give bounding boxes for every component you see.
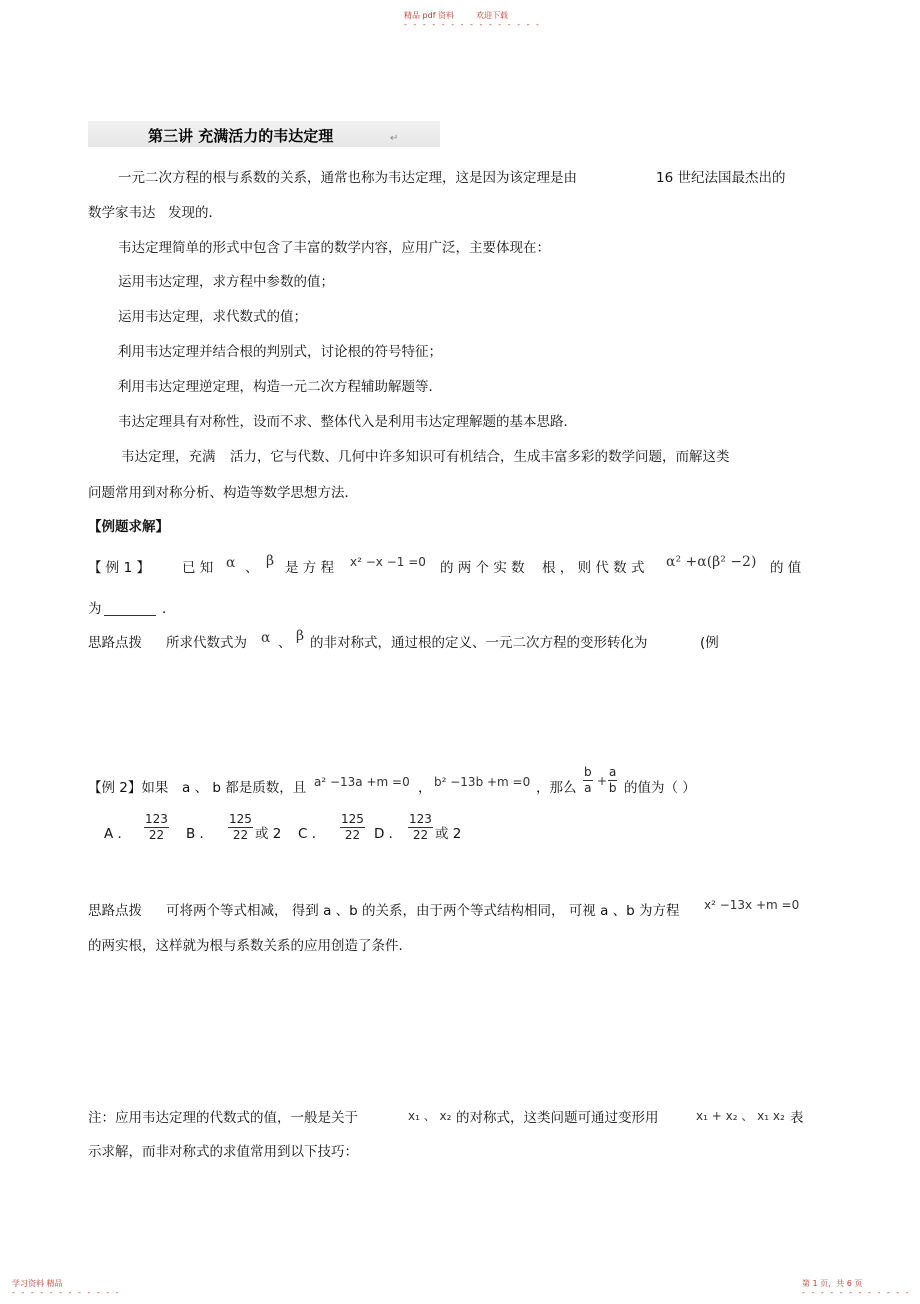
intro-p4a: 韦达定理，充满 <box>121 449 216 465</box>
intro-p1c: 数学家韦达 <box>88 205 156 221</box>
intro-p4c: 问题常用到对称分析、构造等数学思想方法． <box>88 485 358 501</box>
intro-p4b: 活力，它与代数、几何中许多知识可有机结合，生成丰富多彩的数学问题，而解这类 <box>230 449 730 465</box>
ex2-option-a-den: 22 <box>148 828 165 842</box>
ex1-hint-sep: 、 <box>278 635 292 651</box>
ex2-option-c <box>340 812 365 843</box>
ex2-frac2-num: a <box>609 765 617 779</box>
ex1-end: ． <box>162 601 176 617</box>
ex2-option-a-label: A ． <box>104 826 132 842</box>
ex2-label: 【例 2】如果 <box>88 780 169 796</box>
header-left: 精品 pdf 资料 <box>404 11 455 20</box>
note-d: 示求解，而非对称式的求值常用到以下技巧： <box>88 1144 358 1160</box>
ex2-then: ，那么 <box>536 780 577 796</box>
ex2-option-d-num: 123 <box>409 812 432 826</box>
footer-left-dots: - - - - - - - - - - - - <box>12 1288 121 1297</box>
ex2-option-a <box>144 812 169 843</box>
ex1-hint-alpha: α <box>261 630 271 646</box>
ex2-option-b-or: 或 2 <box>255 826 282 842</box>
ex1-beta: β <box>266 553 275 569</box>
ex2-hint-b: 的两实根，这样就为根与系数关系的应用创造了条件． <box>88 938 412 954</box>
ex2-comma: ， <box>418 780 432 796</box>
footer-left: 学习资料 精品 <box>12 1279 63 1288</box>
ex2-option-b-num: 125 <box>229 812 252 826</box>
page-title: 第三讲 充满活力的韦达定理 <box>148 127 334 145</box>
ex1-t2: 是 方 程 <box>285 560 335 576</box>
ex2-frac2 <box>608 765 617 796</box>
intro-p3: 韦达定理具有对称性，设而不求、整体代入是利用韦达定理解题的基本思路． <box>118 414 577 430</box>
footer-right-dots: - - - - - - - - - - - - <box>802 1288 911 1297</box>
ex1-t1: 已 知 <box>182 560 214 576</box>
ex2-frac1-num: b <box>584 765 592 779</box>
ex2-ask: 的值为（ ） <box>624 780 696 796</box>
paragraph-mark-icon: ↵ <box>390 133 399 144</box>
ex1-label: 【 例 1 】 <box>88 560 150 576</box>
ex2-option-d-or: 或 2 <box>435 826 462 842</box>
ex2-option-a-num: 123 <box>145 812 168 826</box>
ex2-frac2-den: b <box>608 781 617 795</box>
ex2-frac1-den: a <box>584 781 592 795</box>
ex2-option-c-label: C ． <box>298 826 326 842</box>
ex1-answer-blank <box>104 597 156 616</box>
ex2-eq1: a² −13a +m =0 <box>314 775 410 789</box>
ex2-ab: a 、 b 都是质数，且 <box>182 780 307 796</box>
header-right: 欢迎下载 <box>476 11 508 20</box>
section-heading: 【例题求解】 <box>88 519 169 535</box>
ex1-t3: 的 两 个 实 数 <box>440 560 525 576</box>
note-x: x₁ 、 x₂ <box>408 1109 452 1123</box>
ex2-hint-label: 思路点拨 <box>88 903 142 919</box>
ex2-hint-a: 可将两个等式相减， 得到 a 、b 的关系，由于两个等式结构相同， 可视 a 、b 为方程 <box>166 903 680 919</box>
ex2-option-b <box>228 812 253 843</box>
footer-right: 第 1 页，共 6 页 <box>802 1279 863 1288</box>
ex1-hint-a: 所求代数式为 <box>166 635 247 651</box>
ex2-hint-equation: x² −13x +m =0 <box>704 898 800 912</box>
ex2-eq2: b² −13b +m =0 <box>434 775 531 789</box>
note-b: 的对称式，这类问题可通过变形用 <box>456 1110 659 1126</box>
note-c: 表 <box>790 1110 804 1126</box>
ex1-sep: 、 <box>245 560 259 576</box>
ex1-alpha: α <box>226 555 236 571</box>
ex2-option-c-num: 125 <box>341 812 364 826</box>
ex1-t4: 根 ， 则 代 数 式 <box>542 560 645 576</box>
ex2-option-d <box>408 812 433 843</box>
ex2-plus: + <box>597 774 608 788</box>
intro-p1b: 16 世纪法国最杰出的 <box>656 170 786 186</box>
note-a: 注：应用韦达定理的代数式的值，一般是关于 <box>88 1110 358 1126</box>
intro-p2: 韦达定理简单的形式中包含了丰富的数学内容，应用广泛，主要体现在： <box>118 240 550 256</box>
ex2-option-b-den: 22 <box>232 828 249 842</box>
ex1-expression: α² +α(β² −2) <box>666 554 757 570</box>
intro-l3: 利用韦达定理并结合根的判别式，讨论根的符号特征； <box>118 344 442 360</box>
intro-p1d: 发现的． <box>168 205 222 221</box>
ex1-hint-beta: β <box>296 628 305 644</box>
ex1-hint-c: (例 <box>700 635 719 651</box>
ex2-option-c-den: 22 <box>344 828 361 842</box>
ex2-option-d-den: 22 <box>412 828 429 842</box>
ex2-frac1 <box>583 765 593 796</box>
intro-p1a: 一元二次方程的根与系数的关系，通常也称为韦达定理，这是因为该定理是由 <box>118 170 577 186</box>
intro-l1: 运用韦达定理，求方程中参数的值； <box>118 274 334 290</box>
ex1-t6: 为 <box>88 601 102 617</box>
ex2-option-b-label: B ． <box>186 826 214 842</box>
intro-l2: 运用韦达定理，求代数式的值； <box>118 309 307 325</box>
header-dots: - - - - - - - - - - - - - - - <box>404 20 541 29</box>
ex1-equation: x² −x −1 =0 <box>350 555 426 569</box>
ex1-hint-b: 的非对称式，通过根的定义、一元二次方程的变形转化为 <box>310 635 648 651</box>
ex2-option-d-label: D ． <box>374 826 403 842</box>
intro-l4: 利用韦达定理逆定理，构造一元二次方程辅助解题等． <box>118 379 442 395</box>
ex1-t5: 的 值 <box>770 560 802 576</box>
note-y: x₁ + x₂ 、 x₁ x₂ <box>696 1109 785 1123</box>
ex1-hint-label: 思路点拨 <box>88 635 142 651</box>
